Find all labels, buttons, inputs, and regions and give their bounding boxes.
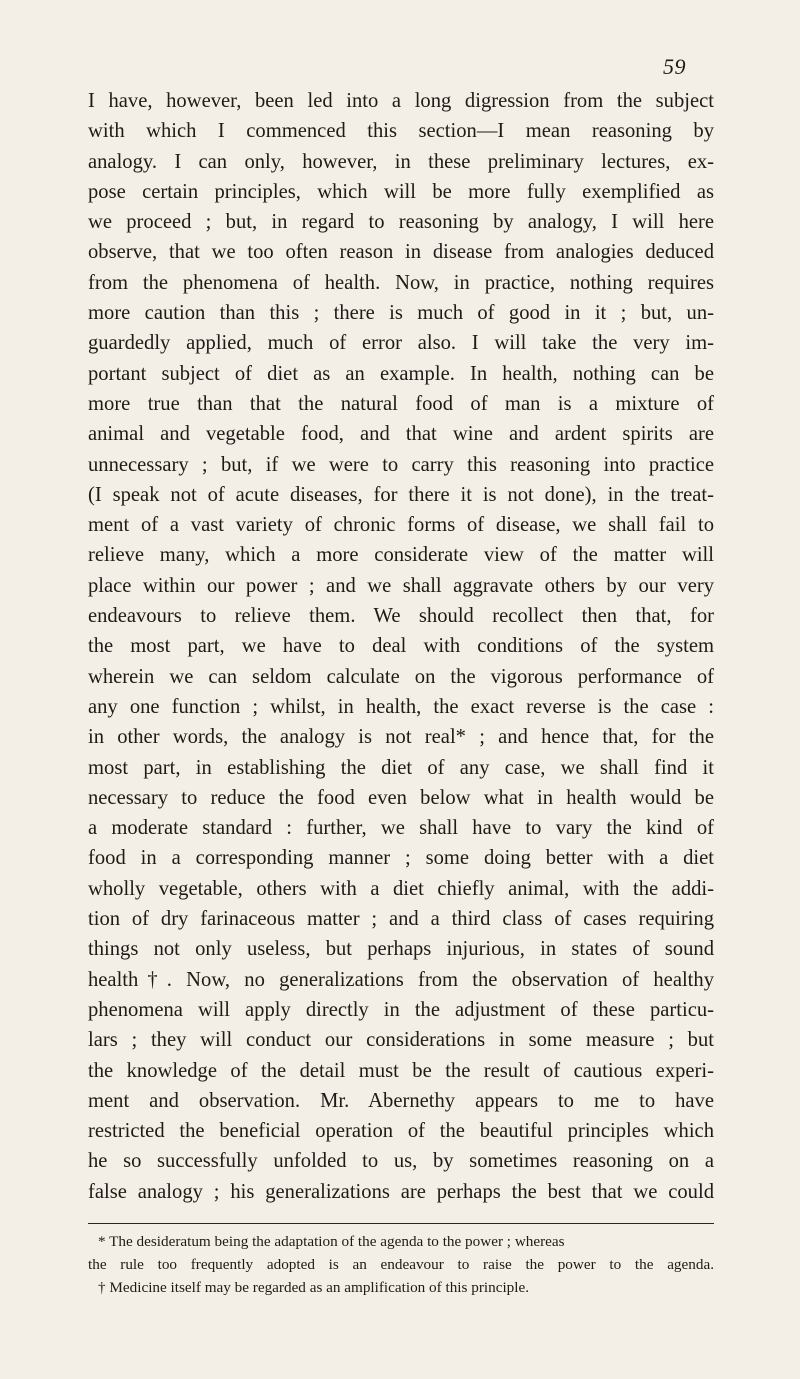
body-text bbox=[88, 86, 714, 1207]
text-line: restricted the beneficial operation of the beautiful principles which bbox=[88, 1120, 714, 1143]
text-line: the most part, we have to deal with conditions of the system bbox=[88, 635, 714, 658]
text-line: endeavours to relieve them. We should recollect then that, for bbox=[88, 605, 714, 628]
text-line: we proceed ; but, in regard to reasoning by analogy, I will here bbox=[88, 211, 714, 234]
footnotes bbox=[88, 1230, 714, 1299]
text-line: wholly vegetable, others with a diet chiefly animal, with the addi- bbox=[88, 877, 714, 900]
book-page bbox=[88, 52, 714, 1299]
footnote-divider bbox=[88, 1223, 714, 1224]
text-line: pose certain principles, which will be more fully exemplified as bbox=[88, 180, 714, 203]
text-line: place within our power ; and we shall aggravate others by our very bbox=[88, 574, 714, 597]
text-line: I have, however, been led into a long digression from the subject bbox=[88, 90, 714, 112]
text-line: from the phenomena of health. Now, in practice, nothing requires bbox=[88, 271, 714, 294]
text-line: wherein we can seldom calculate on the vigorous performance of bbox=[88, 665, 714, 688]
text-line: health†. Now, no generalizations from the observation of healthy bbox=[88, 968, 714, 991]
text-line: guardedly applied, much of error also. I will take the very im- bbox=[88, 332, 714, 355]
page-number: 59 bbox=[663, 54, 686, 79]
text-line: false analogy ; his generalizations are perhaps the best that we could bbox=[88, 1180, 714, 1203]
footnote-desideratum-continued: the rule too frequently adopted is an endeavour to raise the power to the agenda. bbox=[88, 1255, 714, 1273]
text-line: ment and observation. Mr. Abernethy appears to me to have bbox=[88, 1089, 714, 1112]
text-line: (I speak not of acute diseases, for there it is not done), in the treat- bbox=[88, 483, 714, 506]
text-line: with which I commenced this section—I mean reasoning by bbox=[88, 120, 714, 143]
text-line: analogy. I can only, however, in these preliminary lectures, ex- bbox=[88, 150, 714, 173]
text-line: in other words, the analogy is not real* ; and hence that, for the bbox=[88, 726, 714, 749]
text-line: a moderate standard : further, we shall have to vary the kind of bbox=[88, 817, 714, 840]
text-line: tion of dry farinaceous matter ; and a third class of cases requiring bbox=[88, 908, 714, 931]
text-line: lars ; they will conduct our considerations in some measure ; but bbox=[88, 1029, 714, 1052]
text-line: phenomena will apply directly in the adjustment of these particu- bbox=[88, 998, 714, 1021]
text-line: food in a corresponding manner ; some doing better with a diet bbox=[88, 847, 714, 870]
text-line: more true than that the natural food of man is a mixture of bbox=[88, 392, 714, 415]
text-line: the knowledge of the detail must be the result of cautious experi- bbox=[88, 1059, 714, 1082]
text-line: portant subject of diet as an example. In health, nothing can be bbox=[88, 362, 714, 385]
footnote-desideratum: * The desideratum being the adaptation of the agenda to the power ; whereas bbox=[98, 1232, 565, 1250]
text-line: necessary to reduce the food even below what in health would be bbox=[88, 786, 714, 809]
text-line: observe, that we too often reason in disease from analogies deduced bbox=[88, 241, 714, 264]
footnote-medicine: † Medicine itself may be regarded as an amplification of this principle. bbox=[98, 1278, 530, 1296]
text-line: most part, in establishing the diet of any case, we shall find it bbox=[88, 756, 714, 779]
text-line: ment of a vast variety of chronic forms of disease, we shall fail to bbox=[88, 514, 714, 537]
text-line: things not only useless, but perhaps injurious, in states of sound bbox=[88, 938, 714, 961]
text-line: unnecessary ; but, if we were to carry this reasoning into practice bbox=[88, 453, 714, 476]
text-line: animal and vegetable food, and that wine and ardent spirits are bbox=[88, 423, 714, 446]
text-line: more caution than this ; there is much of good in it ; but, un- bbox=[88, 302, 714, 325]
text-line: any one function ; whilst, in health, the exact reverse is the case : bbox=[88, 695, 714, 718]
text-line: he so successfully unfolded to us, by sometimes reasoning on a bbox=[88, 1150, 714, 1173]
text-line: relieve many, which a more considerate view of the matter will bbox=[88, 544, 714, 567]
